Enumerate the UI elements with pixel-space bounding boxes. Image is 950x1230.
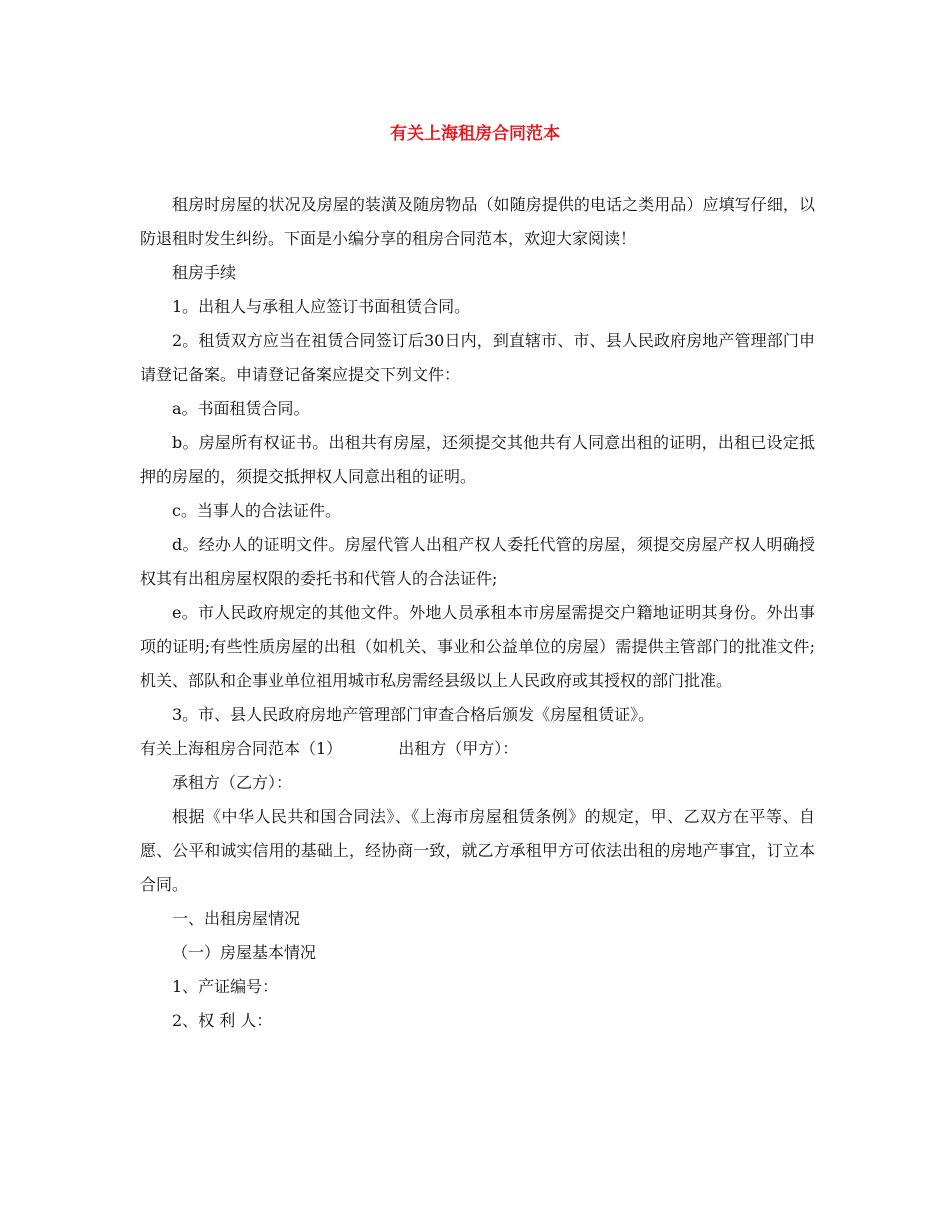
field-certificate-number: 1、产证编号： [172, 977, 279, 996]
section-rental-property: 一、出租房屋情况 [172, 909, 301, 928]
contract-heading: 有关上海租房合同范本（1） [140, 739, 343, 758]
contract-heading-line [140, 732, 815, 766]
contract-preamble: 根据《中华人民共和国合同法》、《上海市房屋租赁条例》的规定，甲、乙双方在平等、自愿、公平和诚实信用的基础上，经协商一致，就乙方承租甲方可依法出租的房地产事宜，订立本合同。 [140, 807, 815, 894]
procedure-item-c: c。当事人的合法证件。 [172, 501, 341, 520]
subsection-basic-info: （一）房屋基本情况 [172, 943, 317, 962]
procedure-item-e: e。市人民政府规定的其他文件。外地人员承租本市房屋需提交户籍地证明其身份。外出事项的证明;有些性质房屋的出租（如机关、事业和公益单位的房屋）需提供主管部门的批准文件;机关、部队和企事业单位祖用城市私房需经县级以上人民政府或其授权的部门批准。 [140, 603, 815, 690]
intro-paragraph: 租房时房屋的状况及房屋的装潢及随房物品（如随房提供的电话之类用品）应填写仔细，以防退租时发生纠纷。下面是小编分享的租房合同范本，欢迎大家阅读！ [140, 195, 815, 248]
party-b-label: 承租方（乙方）： [172, 773, 293, 792]
document-title: 有关上海租房合同范本 [390, 124, 560, 144]
field-right-holder: 2、权 利 人： [172, 1011, 273, 1030]
procedure-item-2: 2。租赁双方应当在祖赁合同签订后30日内，到直辖市、市、县人民政府房地产管理部门申请登记备案。申请登记备案应提交下列文件： [140, 331, 815, 384]
document-body [140, 188, 815, 1038]
party-a-label: 出租方（甲方）： [398, 739, 519, 758]
procedure-item-d: d。经办人的证明文件。房屋代管人出租产权人委托代管的房屋，须提交房屋产权人明确授权其有出租房屋权限的委托书和代管人的合法证件; [140, 535, 815, 588]
procedure-item-a: a。书面租赁合同。 [172, 399, 310, 418]
procedure-item-3: 3。市、县人民政府房地产管理部门审查合格后颁发《房屋租赁证》。 [172, 705, 655, 724]
section-heading-rental-procedure: 租房手续 [172, 263, 237, 282]
procedure-item-1: 1。出租人与承租人应签订书面租赁合同。 [172, 297, 471, 316]
procedure-item-b: b。房屋所有权证书。出租共有房屋，还须提交其他共有人同意出租的证明，出租已设定抵押的房屋的，须提交抵押权人同意出租的证明。 [140, 433, 815, 486]
